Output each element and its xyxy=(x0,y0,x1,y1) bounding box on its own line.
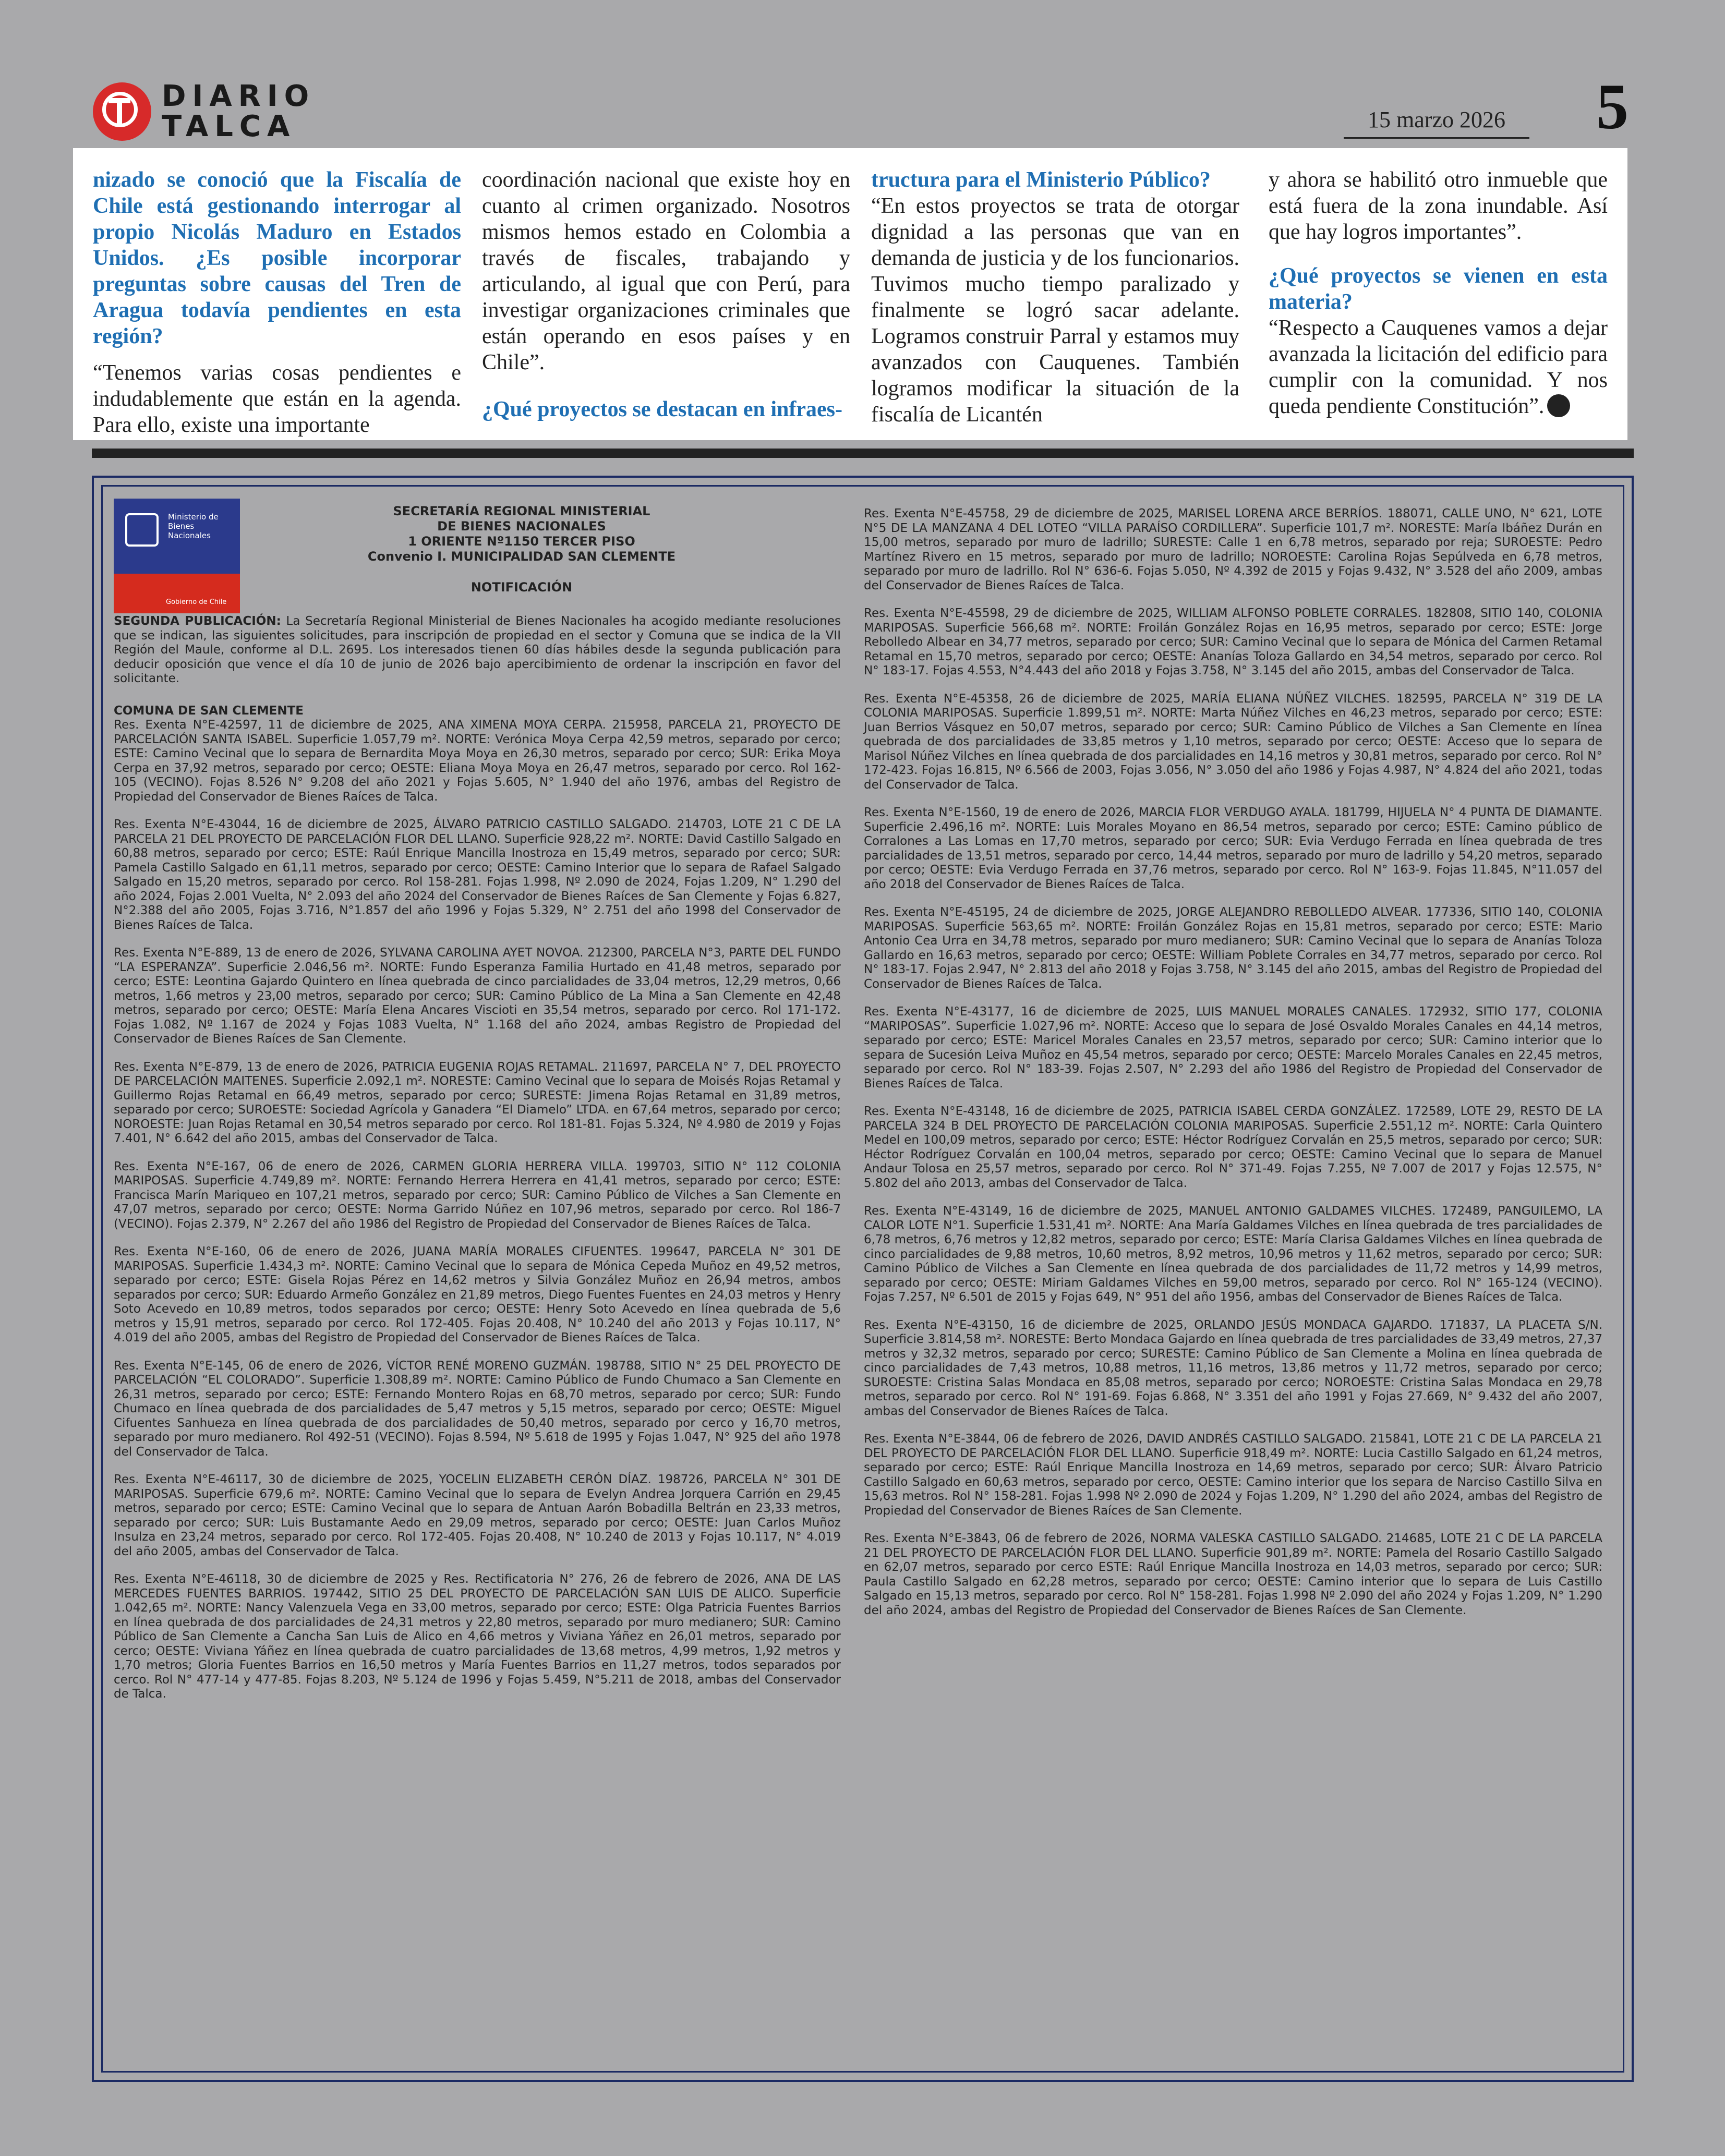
notice-entry: Res. Exenta N°E-160, 06 de enero de 2026, JUANA MARÍA MORALES CIFUENTES. 199647, PARCELA N° 301 DE MARIPOSAS. Superficie 1.434,3 m². NORTE: Camino Vecinal que lo separa de Mónica Cepeda Muñoz en 49,52 metros, separado por cerco; ESTE: Gisela Rojas Pérez en 14,62 metros y Silvia González Muñoz en 26,94 metros, ambos separados por cerco; SUR: Eduardo Armeño González en 21,89 metros, Diego Fuentes Fuentes en 24,03 metros y Henry Soto Acevedo en 10,89 metros, todos separados por cerco; OESTE: Henry Soto Acevedo en línea quebrada de 5,6 metros y 15,91 metros, separado por cerco. Rol 172-405. Fojas 20.408, N° 10.240 del año 2013 y Fojas 10.117, N° 4.019 del año 2005, ambas del Registro de Propiedad del Conservador de Bienes Raíces de Talca. xyxy=(114,1245,841,1345)
masthead xyxy=(93,79,316,147)
page-number: 5 xyxy=(1596,71,1629,142)
notice-entry: Res. Exenta N°E-3844, 06 de febrero de 2026, DAVID ANDRÉS CASTILLO SALGADO. 215841, LOTE 21 C DE LA PARCELA 21 DEL PROYECTO DE PARCELACIÓN FLOR DEL LLANO. Superficie 918,49 m². NORTE: Lucia Castillo Salgado en 61,24 metros, separado por cerco; ESTE: Raúl Enrique Mancilla Inostroza en 14,69 metros, separado por cerco; SUR: Álvaro Patricio Castillo Salgado en 60,63 metros, separado por cerco, OESTE: Camino interior que los separa de Narciso Castillo Silva en 15,63 metros. Rol N° 158-281. Fojas 1.998 Nº 2.090 de 2024 y Fojas 1.209, N° 1.290 del año 2024, ambas del Registro de Propiedad del Conservador de Bienes Raíces de San Clemente. xyxy=(864,1432,1602,1518)
legal-notice xyxy=(92,476,1634,2082)
heading-line: DE BIENES NACIONALES xyxy=(437,519,606,534)
notice-entry: Res. Exenta N°E-43044, 16 de diciembre de 2025, ÁLVARO PATRICIO CASTILLO SALGADO. 214703, LOTE 21 C DE LA PARCELA 21 DEL PROYECTO DE PARCELACIÓN FLOR DEL LLANO. Superficie 928,22 m². NORTE: David Castillo Salgado en 60,88 metros, separado por cerco; ESTE: Raúl Enrique Mancilla Inostroza en 15,49 metros, separado por cerco; SUR: Pamela Castillo Salgado en 61,11 metros, separado por cerco; OESTE: Camino Interior que lo separa de Rafael Salgado Salgado en 15,20 metros, separado por cerco. Rol 158-281. Fojas 1.998, Nº 2.090 de 2024, Fojas 1.209, N° 1.290 del año 2024, Fojas 2.001 Vuelta, N° 2.093 del año 2024 del Conservador de Bienes Raíces de San Clemente y Fojas 6.827, N°2.388 del año 2005, Fojas 3.716, N°1.857 del año 1996 y Fojas 5.329, N° 2.751 del año 1998 del Conservador de Bienes Raíces de Talca. xyxy=(114,818,841,932)
notice-entry: Res. Exenta N°E-45598, 29 de diciembre de 2025, WILLIAM ALFONSO POBLETE CORRALES. 182808, SITIO 140, COLONIA MARIPOSAS. Superficie 566,68 m². NORTE: Froilán González Rojas en 16,95 metros, separado por cerco; ESTE: Jorge Rebolledo Albear en 34,77 metros, separado por cerco; SUR: Camino Vecinal que lo separa de Mónica del Carmen Retamal Retamal en 15,70 metros, separado por cerco; OESTE: Ananías Toloza Gallardo en 34,54 metros, separado por cerco. Rol N° 183-17. Fojas 4.553, N°4.443 del año 2018 y Fojas 3.758, N° 3.145 del año 2015, ambas del Conservador de Talca. xyxy=(864,607,1602,677)
commune-heading: COMUNA DE SAN CLEMENTE xyxy=(114,704,304,718)
article-column-4 xyxy=(1269,167,1608,419)
notice-heading xyxy=(323,504,720,595)
question: tructura para el Ministerio Público? xyxy=(871,168,1211,192)
logo-text xyxy=(162,81,315,142)
question: nizado se conoció que la Fiscalía de Chile está gestionando interrogar al propio Nicolás Maduro en Estados Unidos. ¿Es posible incorporar preguntas sobre causas del Tren de Aragua todavía pendientes en esta región? xyxy=(93,168,461,348)
notice-entry: Res. Exenta N°E-46117, 30 de diciembre de 2025, YOCELIN ELIZABETH CERÓN DÍAZ. 198726, PARCELA N° 301 DE MARIPOSAS. Superficie 679,6 m². NORTE: Camino Vecinal que lo separa de Evelyn Andrea Jorquera Carrión en 29,45 metros, separado por cerco; ESTE: Camino Vecinal que lo separa de Antuan Aarón Bobadilla Beltrán en 23,33 metros, separado por cerco; SUR: Luis Bustamante Aedo en 29,09 metros, separado por cerco; OESTE: Juan Carlos Muñoz Insulza en 23,24 metros, separado por cerco. Rol 172-405. Fojas 20.408, N° 10.240 de 2013 y Fojas 10.117, N° 4.019 del año 2005, ambas del Conservador de Talca. xyxy=(114,1473,841,1558)
question: ¿Qué proyectos se vienen en esta materia? xyxy=(1269,264,1608,314)
diario-talca-logo-icon xyxy=(93,82,151,141)
answer: y ahora se habilitó otro inmueble que está fuera de la zona inundable. Así que hay logros importantes”. xyxy=(1269,168,1608,244)
notice-entry: Res. Exenta N°E-42597, 11 de diciembre de 2025, ANA XIMENA MOYA CERPA. 215958, PARCELA 21, PROYECTO DE PARCELACIÓN SANTA ISABEL. Superficie 1.057,79 m². NORTE: Verónica Moya Cerpa 42,59 metros, separado por cerco; ESTE: Camino Vecinal que lo separa de Bernardita Moya Moya en 26,30 metros, separado por cerco; SUR: Erika Moya Cerpa en 37,92 metros, separado por cerco; OESTE: Eliana Moya Moya en 26,47 metros, separado por cerco. Rol 162-105 (VECINO). Fojas 8.526 N° 9.208 del año 2021 y Fojas 5.605, N° 1.940 del año 1976, ambas del Registro de Propiedad del Conservador de Bienes Raíces de Talca. xyxy=(114,718,841,804)
intro-paragraph xyxy=(114,614,841,686)
notice-entry: Res. Exenta N°E-45358, 26 de diciembre de 2025, MARÍA ELIANA NÚÑEZ VILCHES. 182595, PARCELA N° 319 DE LA COLONIA MARIPOSAS. Superficie 1.899,51 m². NORTE: Marta Núñez Vilches en 46,23 metros, separado por cerco; ESTE: Juan Berrios Vásquez en 50,07 metros, separado por cerco; SUR: Camino Público de Vilches a San Clemente en línea quebrada de dos parcialidades de 33,85 metros y 1,10 metros, separado por cerco; OESTE: Acceso que lo separa de Marisol Núñez Vilches en línea quebrada de dos parcialidades en 14,16 metros y 30,81 metros, separado por cerco. Rol N° 172-423. Fojas 16.815, Nº 6.566 de 2003, Fojas 3.056, N° 3.050 del año 1986 y Fojas 4.987, N° 4.824 del año 2021, todas del Conservador de Talca. xyxy=(864,692,1602,792)
heading-line: SECRETARÍA REGIONAL MINISTERIAL xyxy=(393,504,650,518)
notice-entry: Res. Exenta N°E-43149, 16 de diciembre de 2025, MANUEL ANTONIO GALDAMES VILCHES. 172489, PANGUILEMO, LA CALOR LOTE N°1. Superficie 1.531,41 m². NORTE: Ana María Galdames Vilches en línea quebrada de tres parcialidades de 6,78 metros, 6,76 metros y 12,82 metros, separado por cerco; ESTE: María Clarisa Galdames Vilches en línea quebrada de cinco parcialidades de 9,88 metros, 10,60 metros, 8,92 metros, 10,96 metros y 11,62 metros, separado por cerco; SUR: Camino Público de Vilches a San Clemente en línea quebrada de dos parcialidades de 11,72 metros y 14,99 metros, separado por cerco; OESTE: Miriam Galdames Vilches en 59,00 metros, separado por cerco. Rol N° 165-124 (VECINO). Fojas 7.257, Nº 6.501 de 2015 y Fojas 649, N° 951 del año 1956, ambas del Conservador de Bienes Raíces de Talca. xyxy=(864,1204,1602,1304)
interview-article xyxy=(73,148,1627,440)
notice-entry: Res. Exenta N°E-879, 13 de enero de 2026, PATRICIA EUGENIA ROJAS RETAMAL. 211697, PARCELA N° 7, DEL PROYECTO DE PARCELACIÓN MAITENES. Superficie 2.092,1 m². NORESTE: Camino Vecinal que lo separa de Moisés Rojas Retamal y Guillermo Rojas Retamal en 66,49 metros, separado por cerco; SURESTE: Jimena Rojas Retamal en 31,89 metros, separado por cerco; SUROESTE: Sociedad Agrícola y Ganadera “El Diamelo” LTDA. en 67,64 metros, separado por cerco; NOROESTE: Juan Rojas Retamal en 30,54 metros separado por cerco. Rol 181-81. Fojas 5.324, Nº 4.980 de 2019 y Fojas 7.401, N° 6.642 del año 2015, ambas del Conservador de Talca. xyxy=(114,1060,841,1145)
article-column-2 xyxy=(482,167,850,433)
section-divider xyxy=(92,449,1634,458)
notice-title: NOTIFICACIÓN xyxy=(471,580,573,595)
intro-label: SEGUNDA PUBLICACIÓN: xyxy=(114,614,281,628)
question: ¿Qué proyectos se destacan en infraes- xyxy=(482,397,842,421)
answer: “En estos proyectos se trata de otorgar dignidad a las personas que van en demanda de justicia y de los funcionarios. Tuvimos mucho tiempo paralizado y finalmente se logró sacar adelante. Logramos construir Parral y estamos muy avanzados con Cauquenes. También logramos modificar la situación de la fiscalía de Licantén xyxy=(871,194,1239,427)
logo-line-1: DIARIO xyxy=(162,79,316,113)
notice-entry: Res. Exenta N°E-46118, 30 de diciembre de 2025 y Res. Rectificatoria N° 276, 26 de febrero de 2026, ANA DE LAS MERCEDES FUENTES BARRIOS. 197442, SITIO 25 DEL PROYECTO DE PARCELACIÓN SAN LUIS DE ALICO. Superficie 1.042,65 m². NORTE: Nancy Valenzuela Vega en 33,00 metros, separado por cerco; ESTE: Olga Patricia Fuentes Barrios en línea quebrada de dos parcialidades de 24,31 metros y 22,80 metros, separado por muro medianero; SUR: Camino Público de San Clemente a Cancha San Luis de Alico en 4,66 metros y Viviana Yáñez en 26,01 metros, separado por cerco; OESTE: Viviana Yáñez en línea quebrada de cuatro parcialidades de 13,68 metros, 4,99 metros, 1,92 metros y 1,70 metros; Gloria Fuentes Barrios en 16,50 metros y María Fuentes Barrios en 11,27 metros, todos separados por cerco. Rol N° 477-14 y 477-85. Fojas 8.203, Nº 5.124 de 1996 y Fojas 5.459, N°5.211 de 2018, ambas del Conservador de Talca. xyxy=(114,1572,841,1701)
heading-line: 1 ORIENTE Nº1150 TERCER PISO xyxy=(408,534,635,549)
notice-entry: Res. Exenta N°E-1560, 19 de enero de 2026, MARCIA FLOR VERDUGO AYALA. 181799, HIJUELA N° 4 PUNTA DE DIAMANTE. Superficie 2.496,16 m². NORTE: Luis Morales Moyano en 86,54 metros, separado por cerco; ESTE: Camino público de Corralones a Las Lomas en 17,70 metros, separado por cerco; SUR: Evia Verdugo Ferrada en línea quebrada de tres parcialidades de 13,51 metros, separado por cerco, 14,44 metros, separado por muro de ladrillo y 54,20 metros, separado por cerco; OESTE: Evia Verdugo Ferrada en 37,76 metros, separado por cerco. Rol N° 163-9. Fojas 11.845, N°11.057 del año 2018 del Conservador de Bienes Raíces de Talca. xyxy=(864,806,1602,891)
intro-text: La Secretaría Regional Ministerial de Bienes Nacionales ha acogido mediante resoluciones que se indican, las siguientes solicitudes, para inscripción de propiedad en el sector y Comuna que se indica de la VII Región del Maule, conforme al D.L. 2695. Los interesados tienen 60 días hábiles desde la segunda publicación para deducir oposición que vence el día 10 de junio de 2026 bajo apercibimiento de ordenar la inscripción en favor del solicitante. xyxy=(114,614,841,685)
logo-government-text: Gobierno de Chile xyxy=(166,598,227,606)
notice-entry: Res. Exenta N°E-43177, 16 de diciembre de 2025, LUIS MANUEL MORALES CANALES. 172932, SITIO 177, COLONIA “MARIPOSAS”. Superficie 1.027,96 m². NORTE: Acceso que lo separa de José Osvaldo Morales Canales en 44,14 metros, separado por cerco; ESTE: Maricel Morales Canales en 23,57 metros, separado por cerco; SUR: Camino interior que lo separa de Sucesión Leiva Muñoz en 45,54 metros, separado por cerco; OESTE: Marcelo Morales Canales en 22,45 metros, separado por cerco. Rol N° 183-39. Fojas 2.507, N° 2.293 del año 1986 del Registro de Propiedad del Conservador de Bienes Raíces de Talca. xyxy=(864,1005,1602,1091)
answer: “Tenemos varias cosas pendientes e indudablemente que están en la agenda. Para ello, existe una importante xyxy=(93,361,461,437)
article-column-1 xyxy=(93,167,461,449)
notice-column-left xyxy=(114,614,841,1715)
answer: coordinación nacional que existe hoy en cuanto al crimen organizado. Nosotros mismos hemos estado en Colombia a través de fiscales, trabajando y articulando, al igual que con Perú, para investigar organizaciones criminales que están operando en esos países y en Chile”. xyxy=(482,168,850,374)
answer: “Respecto a Cauquenes vamos a dejar avanzada la licitación del edificio para cumplir con la comunidad. Y nos queda pendiente Constitución”. xyxy=(1269,316,1608,418)
notice-column-right xyxy=(864,507,1602,1631)
end-of-article-icon xyxy=(1547,394,1570,417)
logo-line-2: TALCA xyxy=(162,110,296,143)
logo-ministry-text: Ministerio de Bienes Nacionales xyxy=(168,512,219,540)
notice-entry: Res. Exenta N°E-45195, 24 de diciembre de 2025, JORGE ALEJANDRO REBOLLEDO ALVEAR. 177336, SITIO 140, COLONIA MARIPOSAS. Superficie 563,65 m². NORTE: Froilán González Rojas en 15,81 metros, separado por cerco; ESTE: Mario Antonio Cea Urra en 34,78 metros, separado por muro medianero; SUR: Camino Vecinal que lo separa de Ananías Toloza Gallardo en 16,63 metros, separado por cerco; OESTE: William Poblete Corrales en 34,77 metros, separado por cerco. Rol N° 183-17. Fojas 2.947, N° 2.813 del año 2018 y Fojas 3.758, N° 3.145 del año 2015, ambas del Registro de Propiedad del Conservador de Bienes Raíces de Talca. xyxy=(864,905,1602,991)
notice-entry: Res. Exenta N°E-43148, 16 de diciembre de 2025, PATRICIA ISABEL CERDA GONZÁLEZ. 172589, LOTE 29, RESTO DE LA PARCELA 324 B DEL PROYECTO DE PARCELACIÓN COLONIA MARIPOSAS. Superficie 2.551,12 m². NORTE: Carla Quintero Medel en 100,09 metros, separado por cerco; ESTE: Héctor Rodríguez Corvalán en 25,5 metros, separado por cerco; SUR: Héctor Rodríguez Corvalán en 100,04 metros, separado por cerco; OESTE: Camino Vecinal que lo separa de Manuel Andaur Tolosa en 25,57 metros, separado por cerco. Rol N° 371-49. Fojas 7.255, Nº 7.007 de 2017 y Fojas 12.575, N° 5.802 del año 2013, ambas del Conservador de Talca. xyxy=(864,1105,1602,1190)
heading-line: Convenio I. MUNICIPALIDAD SAN CLEMENTE xyxy=(367,549,676,564)
issue-date: 15 marzo 2026 xyxy=(1344,106,1529,139)
notice-entry: Res. Exenta N°E-145, 06 de enero de 2026, VÍCTOR RENÉ MORENO GUZMÁN. 198788, SITIO N° 25 DEL PROYECTO DE PARCELACIÓN “EL COLORADO”. Superficie 1.308,89 m². NORTE: Camino Público de Fundo Chumaco a San Clemente en 26,31 metros, separado por cerco; ESTE: Fernando Montero Rojas en 68,70 metros, separado por cerco; SUR: Fundo Chumaco en línea quebrada de dos parcialidades de 5,47 metros y 5,15 metros, separado por cerco; OESTE: Miguel Cifuentes Sanhueza en línea quebrada de dos parcialidades de 50,40 metros, separado por cerco y 16,70 metros, separado por muro medianero. Rol 492-51 (VECINO). Fojas 8.594, Nº 5.618 de 1995 y Fojas 1.047, N° 925 del año 1978 del Conservador de Talca. xyxy=(114,1359,841,1459)
notice-entry: Res. Exenta N°E-45758, 29 de diciembre de 2025, MARISEL LORENA ARCE BERRÍOS. 188071, CALLE UNO, N° 621, LOTE N°5 DE LA MANZANA 4 DEL LOTEO “VILLA PARAÍSO CORDILLERA”. Superficie 101,7 m². NORESTE: María Ibáñez Durán en 15,00 metros, separado por muro de ladrillo; SURESTE: Calle 1 en 6,78 metros, separado por reja; SUROESTE: Pedro Martínez Rivero en 15 metros, separado por muro de ladrillo; NOROESTE: Carolina Rojas Sepúlveda en 6,78 metros, separado por muro de ladrillo. Rol N° 636-6. Fojas 5.050, Nº 4.392 de 2015 y Fojas 9.432, N° 3.528 del año 2009, ambas del Conservador de Bienes Raíces de Talca. xyxy=(864,507,1602,592)
article-column-3 xyxy=(871,167,1239,438)
notice-entry: Res. Exenta N°E-3843, 06 de febrero de 2026, NORMA VALESKA CASTILLO SALGADO. 214685, LOTE 21 C DE LA PARCELA 21 DEL PROYECTO DE PARCELACIÓN FLOR DEL LLANO. Superficie 901,89 m². NORTE: Pamela del Rosario Castillo Salgado en 62,07 metros, separado por cerco ESTE: Raúl Enrique Mancilla Inostroza en 14,03 metros, separado por cerco; SUR: Paula Castillo Salgado en 62,28 metros, separado por cerco; OESTE: Camino interior que lo separa de Luis Castillo Salgado en 15,13 metros, separado por cerco. Rol N° 158-281. Fojas 1.998 Nº 2.090 del año 2024 y Fojas 1.209, N° 1.290 del año 2024, ambas del Registro de Propiedad del Conservador de Bienes Raíces de San Clemente. xyxy=(864,1532,1602,1617)
bienes-nacionales-logo-icon xyxy=(114,499,240,613)
notice-entry: Res. Exenta N°E-43150, 16 de diciembre de 2025, ORLANDO JESÚS MONDACA GAJARDO. 171837, LA PLACETA S/N. Superficie 3.814,58 m². NORESTE: Berto Mondaca Gajardo en línea quebrada de tres parcialidades de 33,49 metros, 27,37 metros y 32,32 metros, separado por cerco; SURESTE: Camino Público de San Clemente a Molina en línea quebrada de cinco parcialidades de 7,43 metros, 10,88 metros, 11,16 metros, 13,86 metros y 11,72 metros, separado por cerco; SUROESTE: Cristina Salas Mondaca en 85,08 metros, separado por cerco; NOROESTE: Cristina Salas Mondaca en 29,78 metros, separado por cerco. Rol N° 191-69. Fojas 6.868, N° 3.351 del año 1991 y Fojas 27.669, N° 9.432 del año 2007, ambas del Conservador de Bienes Raíces de Talca. xyxy=(864,1318,1602,1418)
notice-entry: Res. Exenta N°E-167, 06 de enero de 2026, CARMEN GLORIA HERRERA VILLA. 199703, SITIO N° 112 COLONIA MARIPOSAS. Superficie 4.749,89 m². NORTE: Fernando Herrera Herrera en 41,41 metros, separado por cerco; ESTE: Francisca Marín Mariqueo en 107,21 metros, separado por cerco; SUR: Camino Público de Vilches a San Clemente en 47,07 metros, separado por cerco; OESTE: Norma Garrido Núñez en 107,96 metros, separado por cerco. Rol 186-7 (VECINO). Fojas 2.379, N° 2.267 del año 1986 del Registro de Propiedad del Conservador de Bienes Raíces de Talca. xyxy=(114,1159,841,1231)
notice-entry: Res. Exenta N°E-889, 13 de enero de 2026, SYLVANA CAROLINA AYET NOVOA. 212300, PARCELA N°3, PARTE DEL FUNDO “LA ESPERANZA”. Superficie 2.046,56 m². NORTE: Fundo Esperanza Familia Hurtado en 41,48 metros, separado por cerco; ESTE: Leontina Gajardo Quintero en línea quebrada de cinco parcialidades de 33,04 metros, 12,29 metros, 0,66 metros, 1,66 metros y 23,00 metros, separado por cerco; SUR: Camino Público de La Mina a San Clemente en 42,48 metros, separado por cerco; OESTE: María Elena Ancares Viscioti en 35,54 metros, separado por cerco. Rol 171-172. Fojas 1.082, Nº 1.167 de 2024 y Fojas 1083 Vuelta, N° 1.168 del año 2024, ambas Registro de Propiedad del Conservador de Bienes Raíces de San Clemente. xyxy=(114,946,841,1046)
